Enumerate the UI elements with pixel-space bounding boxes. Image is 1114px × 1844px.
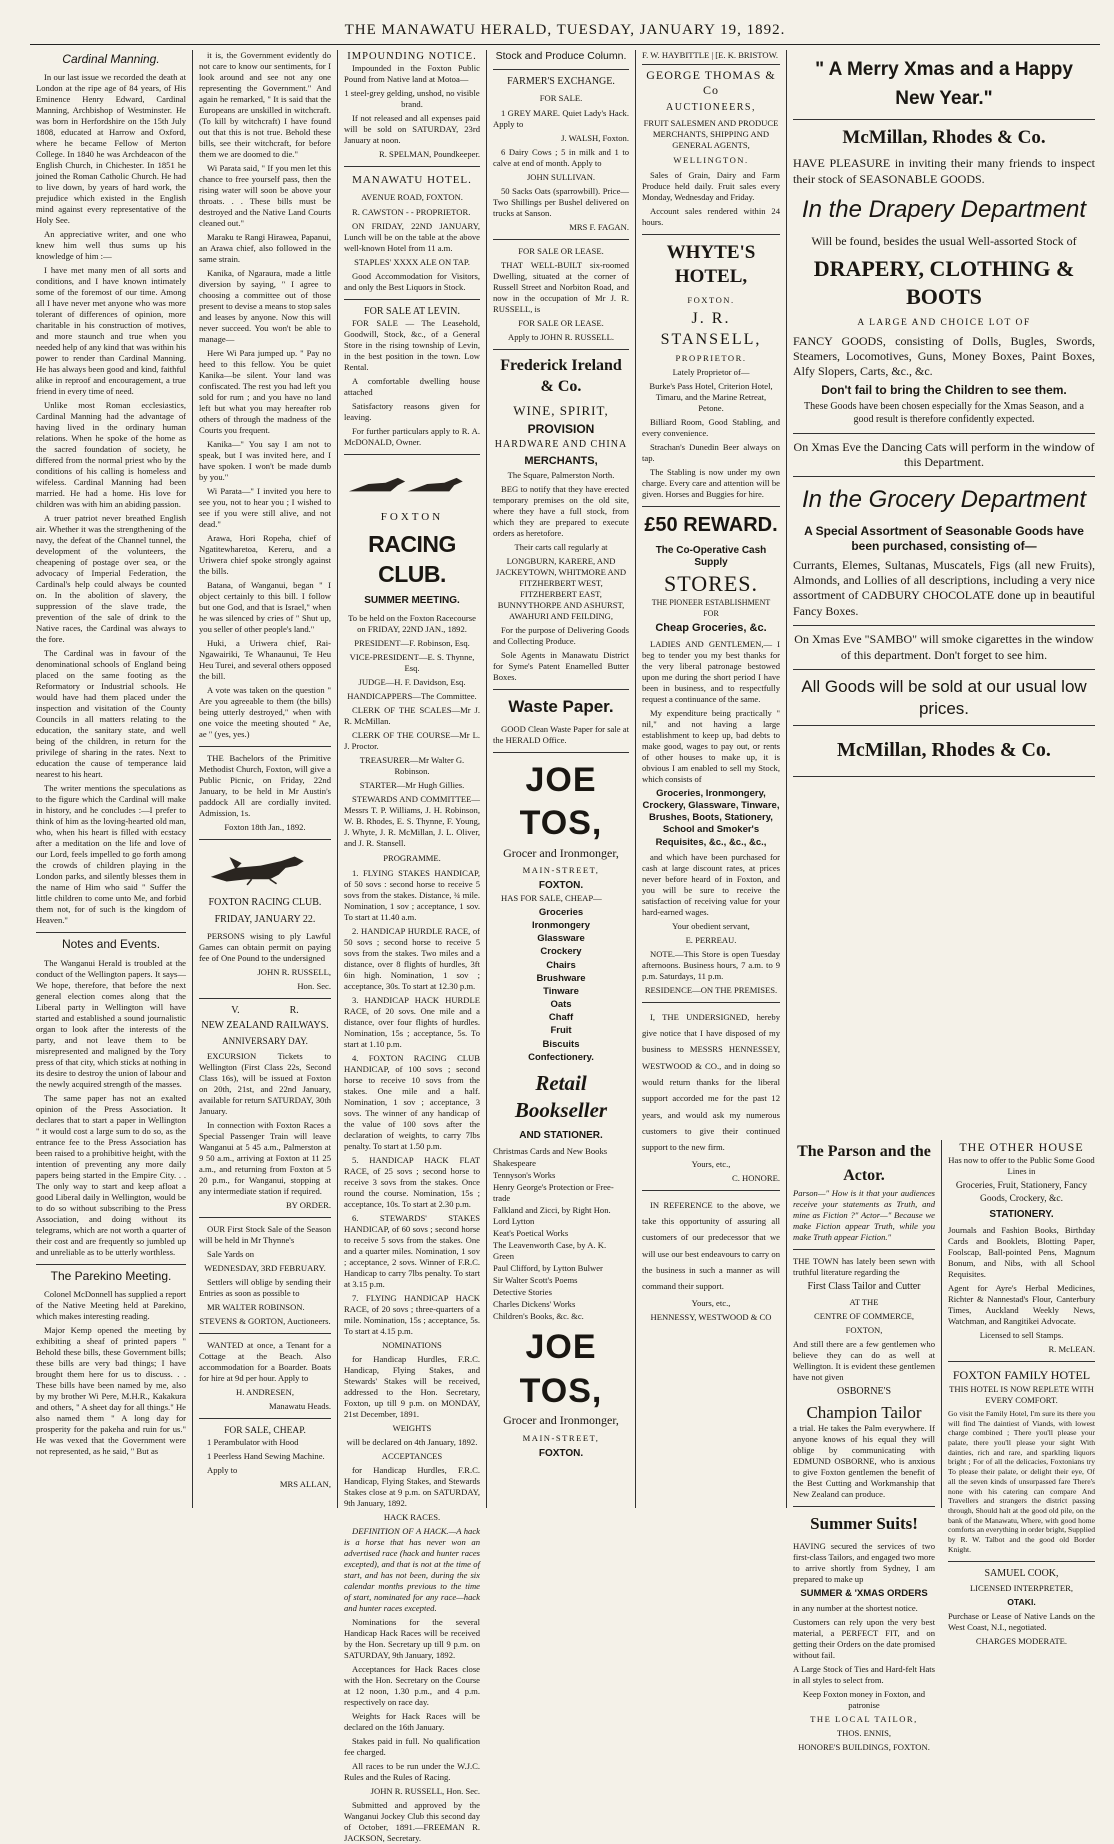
levin-paragraph: Satisfactory reasons given for leaving.: [344, 401, 480, 423]
sale-heading: FOR SALE, CHEAP.: [224, 1425, 306, 1436]
signature: MRS ALLAN,: [279, 1478, 331, 1489]
stock-sale-paragraph: Settlers will oblige by sending their Entries as soon as possible to: [199, 1276, 331, 1298]
stores-title: STORES.: [663, 571, 758, 597]
goods-list: [493, 907, 629, 1064]
article-paragraph: Maraku te Rangi Hirawea, Papanui, an Arawa chief, also followed in the same strain.: [199, 232, 331, 264]
mcmillan-rhodes-title: McMillan, Rhodes & Co.: [837, 739, 1051, 762]
hotel-paragraph: Billiard Room, Good Stabling, and every convenience.: [642, 417, 780, 439]
divider: [642, 234, 780, 235]
suits-paragraph: in any number at the shortest notice.: [793, 1603, 918, 1614]
racehorse-engraving-icon: [199, 852, 318, 886]
divider: [793, 776, 1095, 777]
picnic-date: Foxton 18th Jan., 1892.: [224, 822, 306, 832]
divider: [493, 689, 629, 690]
hack-races-heading: HACK RACES.: [383, 1512, 441, 1523]
business-notice: I, THE UNDERSIGNED, hereby give notice that I have disposed of my business to MESSRS HENNESSEY, WESTWOOD & CO., and in doing so would return thanks for the liberal support accorded me for the past 12 years, and would ask my numerous customers to give their continued support to the new firm.: [642, 1011, 780, 1153]
interpreter-paragraph: Purchase or Lease of Native Lands on the West Coast, N.I., negotiated.: [948, 1611, 1095, 1633]
merchant-paragraph: Sole Agents in Manawatu District for Syme's Patent Enamelled Butter Boxes.: [493, 650, 629, 683]
article-paragraph: Batana, of Wanganui, began " I object certainly to this bill. I follow but one God, and that is Israel," when he was silenced by cries of " Shut up, you seller of other people's land.": [199, 580, 331, 634]
book-item: Sir Walter Scott's Poems: [493, 1275, 578, 1286]
other-house-paragraph: Agent for Ayre's Herbal Medicines, Richter & Nannestad's Flour, Canterbury Times, Auckland Weekly News, Watchman, and Rangitikei Advocate.: [948, 1283, 1095, 1327]
divider: [199, 746, 331, 747]
sale-lease-paragraph: THAT WELL-BUILT six-roomed Dwelling, situated at the corner of Russell Street and Norbiton Road, and now in the occupation of Mr J. R. RUSSELL, is: [493, 260, 629, 315]
sale-lease-heading: FOR SALE OR LEASE.: [518, 246, 604, 257]
proprietor-label: PROPRIETOR.: [675, 353, 747, 364]
divider: [793, 725, 1095, 726]
joe-tos-town: FOXTON.: [538, 1447, 584, 1459]
tailor-paragraph: And still there are a few gentlemen who believe they can do as well at Wellington. It is evident these gentlemen have not given: [793, 1338, 935, 1382]
business-notice: IN REFERENCE to the above, we take this opportunity of assuring all customers of our predecessor that we will use our best endeavours to carry on the business in such a manner as will command their support.: [642, 1199, 780, 1292]
signature: E. PERREAU.: [685, 934, 737, 945]
hack-text: Stakes paid in full. No qualification fee charged.: [344, 1736, 480, 1758]
stores-paragraph: LADIES AND GENTLEMEN,— I beg to tender you my best thanks for the very liberal patronage bestowed upon me during the short period I have been in business, and to respectfully request a continuance of the same.: [642, 638, 780, 704]
signature-role: Hon. Sec.: [297, 980, 331, 991]
goods-item: Groceries: [538, 906, 584, 918]
book-item: Henry George's Protection or Free-trade: [493, 1182, 614, 1204]
divider: [642, 1002, 780, 1003]
signature: HENNESSY, WESTWOOD & CO: [650, 1311, 772, 1322]
parson-dialogue: Parson—" How is it that your audiences receive your statements as Truth, and mine as Fiction ?" Actor—" Because we make Fiction appear Truth, while you make Truth appear Fiction.": [793, 1188, 935, 1242]
stock-sale-paragraph: Sale Yards on: [207, 1248, 255, 1259]
hotel-town: FOXTON.: [687, 295, 735, 306]
tailor-heading: First Class Tailor and Cutter: [807, 1281, 921, 1292]
george-thomas-title: GEORGE THOMAS & Co: [646, 68, 776, 98]
article-paragraph: Major Kemp opened the meeting by exhibiting a sheaf of printed papers " Behold these bills, these Government bills; these bills are very bad things; I have brought them here for us to discuss. . . These bills have been named by me, also by my brother Wi Pere, M.H.R., Kakakura and others, " A sheet day for all things." He also named them " A long day for prosperity for the pakeha and ruin for us." He was vexed that the Government were not represented, as he said, " But as: [36, 1325, 186, 1457]
suits-paragraph: HAVING secured the services of two first-class Tailors, and engaged two more to arrive shortly from Sydney, I am prepared to make up: [793, 1541, 935, 1585]
book-item: The Leavenworth Case, by A. K. Green: [493, 1240, 607, 1262]
meeting-date: To be held on the Foxton Racecourse on FRIDAY, 22ND JAN., 1892.: [348, 613, 476, 635]
low-prices: All Goods will be sold at our usual low prices.: [801, 676, 1087, 718]
race-entry: 6. STEWARDS' STAKES HANDICAP, of 60 sovs ; second horse to receive 5 sovs from the stakes. One and a quarter miles. Nomination, 1 sov ; acceptance, 2 sovs. Winner of F.R.C. Handicap to carry 7lbs penalty. To start at 3.15 p.m.: [344, 1213, 480, 1290]
hotel-paragraph: Good Accommodation for Visitors, and only the Best Liquors in Stock.: [344, 270, 480, 292]
article-paragraph: A truer patriot never breathed English air. Whether it was the strengthening of the navy, the defeat of the Channel tunnel, the development of the volunteers, the cheapening of postage over sea, or the advocacy of Imperial Federation, the Cardinal's help could always be counted on. In the abolition of slavery, the suppression of the slave trade, the prevention of the sale of drink to the Native races, the Cardinal was always to the fore.: [36, 513, 186, 645]
interpreter-title: LICENSED INTERPRETER,: [969, 1583, 1074, 1594]
divider: [793, 119, 1095, 120]
impounding-paragraph: Impounded in the Foxton Public Pound from Native land at Motoa—: [344, 63, 480, 85]
charges-moderate: CHARGES MODERATE.: [975, 1636, 1068, 1647]
article-heading: Notes and Events.: [36, 932, 186, 952]
race-entry: 1. FLYING STAKES HANDICAP, of 50 sovs : second horse to receive 5 sovs from the stakes. Distance, ¾ mile. Nomination, 1 sov ; acceptance, 1 sov. To start at 11.40 a.m.: [344, 868, 480, 923]
book-item: Detective Stories: [493, 1287, 552, 1298]
stationer-subtitle: AND STATIONER.: [519, 1129, 603, 1141]
goods-item: Crockery: [540, 946, 582, 958]
sale-apply: Apply to: [207, 1464, 238, 1475]
hack-text: All races to be run under the W.J.C. Rules and the Rules of Racing.: [344, 1761, 480, 1783]
waste-paper-title: Waste Paper.: [508, 697, 614, 717]
grocery-heading: In the Grocery Department: [801, 486, 1087, 514]
grocery-paragraph: Currants, Elemes, Sultanas, Muscatels, Figs (all new Fruits), Almonds, and Lollies of all descriptions, including a very nice assortment of CADBURY CHOCOLATE done up in beautiful Fancy Boxes.: [793, 557, 1095, 618]
summer-meeting-heading: SUMMER MEETING.: [364, 595, 460, 607]
sale-item: 50 Sacks Oats (sparrowbill). Price—Two Shillings per Bushel delivered on trucks at Sanson.: [493, 186, 629, 219]
stores-paragraph: Your obedient servant,: [672, 920, 750, 931]
stores-goods: Groceries, Ironmongery, Crockery, Glassware, Tinware, Brushes, Boots, Stationery, School and Smoker's Requisites, &c., &c., &c.,: [642, 787, 780, 848]
official: CLERK OF THE COURSE—Mr L. J. Proctor.: [344, 730, 480, 752]
whytes-hotel-title: WHYTE'S HOTEL,: [666, 241, 756, 287]
divider: [493, 69, 629, 70]
divider: [199, 998, 331, 999]
local-tailor: THE LOCAL TAILOR,: [810, 1714, 918, 1725]
divider: [948, 1361, 1095, 1362]
interpreter-name: SAMUEL COOK,: [984, 1567, 1059, 1579]
joe-tos-town: FOXTON.: [538, 880, 584, 892]
levin-paragraph: FOR SALE — The Leasehold, Goodwill, Stock, &c., of a General Store in the rising township of Levin, in the best position in the town. Low Rental.: [344, 318, 480, 373]
goods-item: Oats: [550, 999, 572, 1011]
column-4: [487, 50, 635, 1508]
article-paragraph: An appreciative writer, and one who knew him well thus sums up his knowledge of him :—: [36, 229, 186, 262]
levin-paragraph: For further particulars apply to R. A. McDONALD, Owner.: [344, 426, 480, 448]
picnic-notice: THE Bachelors of the Primitive Methodist Church, Foxton, will give a Public Picnic, on Friday, 22nd January, to be held in Mr Austin's paddock All are cordially invited. Admission, 1s.: [199, 753, 331, 818]
stock-column-heading: Stock and Produce Column.: [495, 50, 627, 62]
auctioneers-label: AUCTIONEERS,: [666, 101, 756, 113]
article-paragraph: Here Wi Para jumped up. " Pay no heed to this fellow. You be quiet Kanika—be silent. Your land was confiscated. The rest you had left you sold for rum ; and you have no land left but what you may hereafter rob others of through the madness of the Courts you frequent.: [199, 348, 331, 435]
column-6: [787, 50, 1101, 1753]
joe-tos-street: MAIN-STREET,: [522, 865, 600, 876]
xmas-orders: SUMMER & 'XMAS ORDERS: [800, 1588, 928, 1600]
divider: [199, 1333, 331, 1334]
stock-sale-date: WEDNESDAY, 3RD FEBRUARY.: [204, 1262, 326, 1273]
divider: [493, 239, 629, 240]
official: STEWARDS AND COMMITTEE—Messrs T. P. Williams, J. H. Robinson, W. B. Rhodes, E. S. Thynne, F. Young, J. Whyte, J. R. McMillan, J. L. Oliver, and J. R. Stansell.: [344, 794, 480, 849]
tailor-centre: CENTRE OF COMMERCE,: [813, 1310, 915, 1321]
merchant-line: MERCHANTS,: [524, 454, 598, 467]
article-paragraph: Wi Parata said, " If you men let this chance to free yourself pass, then the rising water will soon be above your throats. . . These bills must be destroyed and the Native Land Courts cleaned out.": [199, 163, 331, 228]
book-item: Falkland and Zicci, by Right Hon. Lord Lytton: [493, 1205, 611, 1227]
divider: [199, 839, 331, 840]
nominations-heading: NOMINATIONS: [382, 1340, 442, 1351]
article-paragraph: I have met many men of all sorts and conditions, and I have known intimately some of the foremost of our time. Among all I have never met anyone who was more tolerant of differences of opinion, more charitable in his construction of motives, and more staunch and true when you needed help of any kind that was within his power to render than Cardinal Manning. He has always been good and kind, faithful alike in reproof and encouragement, a true friend in every time of need.: [36, 265, 186, 397]
summer-suits-heading: Summer Suits!: [810, 1514, 918, 1534]
tailor-paragraph: THE TOWN has lately been sewn with truthful literature regarding the: [793, 1256, 935, 1277]
book-item: Christmas Cards and New Books: [493, 1146, 608, 1157]
other-house-heading: THE OTHER HOUSE: [959, 1140, 1084, 1154]
joe-tos-subtitle: Grocer and Ironmonger,: [503, 1413, 619, 1428]
xmas-greeting: " A Merry Xmas and a Happy New Year.": [815, 59, 1073, 109]
signature: JOHN R. RUSSELL, Hon. Sec.: [370, 1786, 480, 1797]
article-heading: Cardinal Manning.: [62, 52, 160, 66]
divider: [493, 752, 629, 753]
railways-subheading: ANNIVERSARY DAY.: [222, 1036, 308, 1047]
divider: [642, 506, 780, 507]
programme-heading: PROGRAMME.: [383, 853, 441, 864]
business-notice-closing: Yours, etc.,: [691, 1297, 731, 1308]
hotel-paragraph: ON FRIDAY, 22ND JANUARY, Lunch will be on the table at the above well-known Hotel from 11 a.m.: [344, 220, 480, 253]
joe-tos-title: JOE TOS,: [519, 760, 603, 843]
stores-residence: RESIDENCE—ON THE PREMISES.: [644, 984, 778, 995]
farmers-exchange-heading: FARMER'S EXCHANGE.: [507, 76, 615, 88]
for-sale-heading: FOR SALE.: [539, 93, 583, 104]
proprietor-name: J. R. STANSELL,: [660, 310, 762, 348]
nominations-text: for Handicap Hurdles, F.R.C. Handicap, Flying Stakes, and Stewards' Stakes will be received, addressed to the Hon. Secretary, Foxton, up till 9 p.m. on MONDAY, 21st December, 1891.: [344, 1354, 480, 1420]
merchant-line: WINE, SPIRIT,: [513, 403, 609, 419]
article-paragraph: The Wanganui Herald is troubled at the conduct of the Wellington papers. It says—We hope, therefore, that before the next general election comes along that the Liberal party in Wellington will have started and established a sound journalistic organ to look after the interests of the party, and not leave them to be misrepresented and maligned by the Tory press of that city, which sticks at nothing in its desire to destroy the union of labour and the newly acquired strength of the masses.: [36, 957, 186, 1089]
railways-paragraph: EXCURSION Tickets to Wellington (First Class 22s, Second Class 16s), will be issued at Foxton on 20th, 21st, and 22nd January, available for return SATURDAY, 30th January.: [199, 1050, 331, 1116]
signature: C. HONORE.: [732, 1172, 780, 1183]
sub-column-left: [787, 1140, 941, 1756]
article-paragraph: The Cardinal was in favour of the denominational schools of England being placed on the same footing as the Reformatory or Industrial schools. He would have had them placed under the inspection and visitation of the County Councils in all matters relating to the education, the sanitary state, and well being of the children, in return for the privilege of sharing in the rates. Next to education the cause of temperance laid nearest to his heart.: [36, 648, 186, 780]
stores-for: FOR: [703, 608, 719, 618]
levin-heading: FOR SALE AT LEVIN.: [364, 305, 460, 317]
hotel-ale: STAPLES' XXXX ALE ON TAP.: [354, 256, 470, 267]
book-item: Children's Books, &c. &c.: [493, 1311, 584, 1322]
official: JUDGE—H. F. Davidson, Esq.: [358, 677, 466, 688]
merchant-paragraph: BEG to notify that they have erected temporary premises on the old site, where they have a full stock, from which they are prepared to execute orders as heretofore.: [493, 484, 629, 539]
retail-bookseller-title: Retail Bookseller: [514, 1070, 608, 1122]
hack-text: Acceptances for Hack Races close with the Hon. Secretary on the Course at 12 noon, 1.30 p.m., and 4 p.m. respectively on race day.: [344, 1664, 480, 1708]
sale-item: 1 Peerless Hand Sewing Machine.: [207, 1450, 325, 1461]
joe-tos-title: JOE TOS,: [519, 1328, 603, 1410]
tailor-town: FOXTON,: [845, 1324, 883, 1335]
suits-paragraph: Keep Foxton money in Foxton, and patronise: [802, 1689, 926, 1711]
article-paragraph: The same paper has not an exalted opinion of the Press Association. It declares that to start a paper in Wellington " it would cost a large sum to do so, as the entrance fee to the Press Association has been raised to a prohibitive height, with the intention of preventing any more daily papers being started in the Empire City. . . The only way to start and keep afloat a good Liberal daily in Wellington, would be to do so without subscribing to the Press Association, and doing without its telegrams, which are not worth a quarter of their cost and are frequently so jumbled up and unreliable as to be utterly worthless.: [36, 1092, 186, 1257]
divider: [199, 1418, 331, 1419]
acceptances-heading: ACCEPTANCES: [381, 1451, 443, 1462]
divider: [344, 454, 480, 455]
book-item: Paul Clifford, by Lytton Bulwer: [493, 1263, 603, 1274]
other-house-paragraph: Licensed to sell Stamps.: [979, 1330, 1064, 1341]
column-1: [30, 50, 192, 1508]
divider: [793, 433, 1095, 434]
other-house-lines: Groceries, Fruit, Stationery, Fancy Goods, Crockery, &c.: [955, 1181, 1088, 1204]
signature: JOHN R. RUSSELL,: [257, 966, 331, 977]
racing-club-title: RACING CLUB.: [368, 531, 456, 587]
divider: [642, 1190, 780, 1191]
article-paragraph: Kanika, of Ngaraura, made a little diversion by saying, " I agree to choosing a committee out of those present to devise a means to stop sales and leases by anyone. Now this will never succeed. You won't be able to manage—: [199, 268, 331, 344]
article-paragraph: The writer mentions the speculations as to the figure which the Cardinal will make in history, and he concludes :—I prefer to think of him as the loving-hearted old man, who, when his heart is filled with ecstacy after a meditation on the life and love of our Lord, feels impelled to go forth among the crowds of children playing in the London parks, and silently blesses them in the name of Him who said " Suffer the little children to come unto Me, and forbid them not, for of such is the kingdom of Heaven.": [36, 783, 186, 926]
official: TREASURER—Mr Walter G. Robinson.: [359, 755, 465, 777]
hotel-paragraph: The Stabling is now under my own charge. Every care and attention will be given. Horses and Buggies for hire.: [642, 467, 780, 500]
children-notice: Don't fail to bring the Children to see them.: [821, 382, 1067, 397]
club-date: FRIDAY, JANUARY 22.: [214, 913, 316, 925]
hotel-heading: MANAWATU HOTEL.: [352, 174, 472, 187]
article-paragraph: Arawa, Hori Ropeha, chief of Ngatitewharetoa, Kereru, and a Uriwera chief spoke strongly against the bills.: [199, 533, 331, 576]
sale-lease-apply: Apply to JOHN R. RUSSELL.: [508, 332, 614, 343]
stock-sale-paragraph: OUR First Stock Sale of the Season will be held in Mr Thynne's: [199, 1223, 331, 1245]
signature: STEVENS & GORTON, Auctioneers.: [199, 1315, 331, 1326]
goods-item: Tinware: [543, 985, 579, 997]
official: VICE-PRESIDENT—E. S. Thynne, Esq.: [349, 652, 475, 674]
column-5: [636, 50, 786, 1508]
hack-text: Weights for Hack Races will be declared on the 16th January.: [344, 1711, 480, 1733]
signature-place: Manawatu Heads.: [268, 1400, 331, 1411]
merchant-paragraph: Their carts call regularly at: [514, 542, 608, 553]
joe-tos-subtitle: Grocer and Ironmonger,: [503, 845, 619, 860]
firm-paragraph: Account sales rendered within 24 hours.: [642, 205, 780, 227]
divider: [948, 1561, 1095, 1562]
railways-heading: NEW ZEALAND RAILWAYS.: [201, 1020, 329, 1032]
reward-title: £50 REWARD.: [644, 514, 778, 537]
goods-item: Chaff: [548, 1012, 574, 1024]
champion-tailor: Champion Tailor: [806, 1402, 922, 1422]
goods-item: Confectionery.: [528, 1051, 594, 1063]
article-paragraph: Kanika—" You say I am not to speak, but I was invited here, and I have spoken. I won't be made dumb by you.": [199, 439, 331, 482]
family-hotel-verse: Go visit the Family Hotel, I'm sure its there you will find The daintiest of Viands, with lowest charge combined ; There you'll please your palate, there you'll please your sight With dainties, rich and rare, and sparkling liquors bright ; For of all the delicacies, Foxtonians try To please their palate, or delight their eye, Of all the seven kinds of unsurpassed fare There's none with his catering can compare And Travellers and strangers the district passing through, Should halt at the good old pile, on the bank of the Manawatu, Where, with good home comforts an everything in order bright, Supplied by R. W. Talbot and the good old Border Knight.: [948, 1408, 1095, 1554]
race-entry: 2. HANDICAP HURDLE RACE, of 50 sovs ; second horse to receive 5 sovs from the stakes. Two miles and a distance, over 8 flights of hurdles, 3ft 6in high. Nomination, 1 sov ; acceptance, 30s. To start at 12.30 p.m.: [344, 926, 480, 992]
sambo-notice: On Xmas Eve "SAMBO" will smoke cigarettes in the window of this department. Don't forget to see him.: [794, 632, 1094, 662]
drapery-clothing-boots: DRAPERY, CLOTHING & BOOTS: [813, 256, 1075, 310]
impounding-item: 1 steel-grey gelding, unshod, no visible brand.: [344, 88, 480, 110]
divider: [793, 625, 1095, 626]
article-paragraph: A vote was taken on the question " Are you agreeable to them (the bills) being utterly destroyed," when with one voice the meeting shouted " Ae, ae " (yes, yes.): [199, 685, 331, 739]
merchant-paragraph: For the purpose of Delivering Goods and Collecting Produce.: [493, 625, 629, 647]
suits-paragraph: A Large Stock of Ties and Hard-felt Hats in all styles to select from.: [793, 1664, 935, 1686]
divider: [199, 1217, 331, 1218]
tailor-address: HONORE'S BUILDINGS, FOXTON.: [798, 1742, 930, 1753]
firm-paragraph: Sales of Grain, Dairy and Farm Produce held daily. Fruit sales every Monday, Wednesday and Friday.: [642, 169, 780, 202]
firm-description: FRUIT SALESMEN AND PRODUCE MERCHANTS, SHIPPING AND GENERAL AGENTS,: [643, 117, 779, 150]
interpreter-town: OTAKI.: [1007, 1597, 1036, 1608]
cheap-groceries: Cheap Groceries, &c.: [655, 621, 767, 634]
wanted-notice: WANTED at once, a Tenant for a Cottage at the Beach. Also accommodation for a Boarder. Boats for hire at 9d per hour. Apply to: [199, 1339, 331, 1383]
parson-heading: The Parson and the Actor.: [797, 1143, 931, 1184]
stationery-heading: STATIONERY.: [989, 1208, 1054, 1220]
article-paragraph: Wi Parata—" I invited you here to see you, not to hear you ; I wished to see if you were still alive, and not dead.": [199, 486, 331, 529]
signature: R. SPELMAN, Poundkeeper.: [379, 149, 480, 160]
official: STARTER—Mr Hugh Gillies.: [359, 780, 465, 791]
official: CLERK OF THE SCALES—Mr J. R. McMillan.: [344, 705, 480, 727]
stores-subtitle: THE PIONEER ESTABLISHMENT: [651, 598, 771, 608]
suits-paragraph: Customers can rely upon the very best material, a PERFECT FIT, and on getting their Orders on the date promised without fail.: [793, 1617, 935, 1661]
merchant-line: HARDWARE AND CHINA: [494, 439, 628, 451]
intro-paragraph: HAVE PLEASURE in inviting their many friends to inspect their stock of SEASONABLE GOODS.: [793, 156, 1095, 186]
mcmillan-rhodes-title: McMillan, Rhodes & Co.: [842, 127, 1046, 148]
signature: H. ANDRESEN,: [235, 1386, 294, 1397]
joe-tos-street: MAIN-STREET,: [522, 1432, 600, 1443]
hack-text: Nominations for the several Handicap Hack Races will be received by the Hon. Secretary up till 9 p.m. on SATURDAY, 9th January, 1892.: [344, 1617, 480, 1661]
hack-text: Submitted and approved by the Wanganui Jockey Club this second day of October, 1891.—FREEMAN R. JACKSON, Secretary.: [344, 1800, 480, 1844]
weights-text: will be declared on 4th January, 1892.: [346, 1437, 478, 1448]
impounding-heading: IMPOUNDING NOTICE.: [347, 51, 477, 62]
signature: MRS F. FAGAN.: [569, 222, 629, 233]
race-entry: 4. FOXTON RACING CLUB HANDICAP, of 100 sovs ; second horse to receive 10 sovs from the stakes. One mile and a half. Nomination, 1 sov ; acceptance, 3 sovs. The winner of any handicap of the value of 100 sovs after the declaration of weights, to carry 7lbs penalty. To start at 1.50 p.m.: [344, 1053, 480, 1152]
signature: R. McLEAN.: [1048, 1344, 1095, 1355]
merchant-address: The Square, Palmerston North.: [507, 470, 615, 481]
column-2: [193, 50, 337, 1508]
divider: [793, 669, 1095, 670]
signature: BY ORDER.: [285, 1199, 331, 1210]
railways-paragraph: In connection with Foxton Races a Special Passenger Train will leave Wanganui at 5 45 a.m., Palmerston at 9 50 a.m., arriving at Foxton at 11 25 a.m., and returning from Foxton at 5 20 p.m., for Wanganui, stopping at any intermediate station if required.: [199, 1119, 331, 1196]
column-3: [338, 50, 486, 1844]
hotel-paragraph: Lately Proprietor of—: [672, 367, 750, 378]
sub-column-right: [942, 1140, 1101, 1650]
article-paragraph: it is, the Government evidently do not care to know our sentiments, for I look around and see not any one representing the Government." And again he remarked, " It is said that the Europeans are unskilled in witchcraft. (To kill by witchcraft) I have found out that this is not true. Behold these bills, see their witchcraft, for before them we are doomed to die.": [199, 50, 331, 159]
article-paragraph: In our last issue we recorded the death at London at the ripe age of 84 years, of His Eminence Henry Edward, Cardinal Manning, Archbishop of Westminster. He was born in Herfordshire on the 15th July 1808, educated at Harrow and Oxford, where he became Fellow of Merton College. In 1840 he was Archdeacon of the English Church, in Chichester. In 1851 he joined the Roman Catholic Church. He had to live down, by years of hard work, the prejudice which existed in the English mind against every representative of the Holy See.: [36, 72, 186, 226]
levin-paragraph: A comfortable dwelling house attached: [344, 376, 480, 398]
weights-heading: WEIGHTS: [392, 1423, 432, 1434]
family-hotel-heading: FOXTON FAMILY HOTEL: [952, 1368, 1091, 1383]
race-entry: 7. FLYING HANDICAP HACK RACE, of 20 sovs ; three-quarters of a mile. Nomination, 15s ; acceptance, 5s. To start at 4.15 p.m.: [344, 1293, 480, 1337]
other-house-paragraph: Has now to offer to the Public Some Good Lines in: [948, 1155, 1095, 1177]
article-paragraph: Unlike most Roman ecclesiastics, Cardinal Manning had the advantage of having lived in the ordinary human relations. When he spoke of the home as the sacred foundation of society, he differed from the normal priest who by the conditions of his calling is homeless and wifeless. Cardinal Manning had been married. He had a home. His love for children was with him an abiding passion.: [36, 400, 186, 510]
sale-item: 1 GREY MARE. Quiet Lady's Hack. Apply to: [493, 108, 629, 130]
tailor-paragraph: a trial. He takes the Palm everywhere. If anyone knows of his equal they will oblige by communicating with EDMUND OSBORNE, who is anxious to give Foxton gentlemen the benefit of the Best Cutting and Workmanship that New Zealand can produce.: [793, 1423, 935, 1500]
signature: J. WALSH, Foxton.: [561, 133, 629, 144]
divider: [344, 299, 480, 300]
book-item: Shakespeare: [493, 1158, 536, 1169]
stock-sale-contact: MR WALTER ROBINSON.: [207, 1301, 305, 1312]
business-notice-closing: Yours, etc.,: [691, 1158, 731, 1169]
masthead: THE MANAWATU HERALD, TUESDAY, JANUARY 19, 1892.: [30, 22, 1100, 45]
official: PRESIDENT—F. Robinson, Esq.: [354, 638, 470, 649]
hotel-proprietor: R. CAWSTON - - PROPRIETOR.: [352, 206, 471, 217]
acceptances-text: for Handicap Hurdles, F.R.C. Handicap, Flying Stakes, and Stewards Stakes close at 9 p.m. on SATURDAY, 9th January, 1892.: [344, 1465, 480, 1509]
race-finish-engraving-icon: [344, 467, 466, 501]
drapery-heading: In the Drapery Department: [801, 196, 1087, 224]
hotel-address: AVENUE ROAD, FOXTON.: [361, 191, 463, 202]
other-house-paragraph: Journals and Fashion Books, Birthday Cards and Booklets, Blotting Paper, Foolscap, Ball-pointed Pens, Magnum Bonum, and Nibs, with all School Requisites.: [948, 1225, 1095, 1280]
book-item: Tennyson's Works: [493, 1170, 556, 1181]
goods-item: Chairs: [546, 959, 576, 971]
sale-lease-repeat: FOR SALE OR LEASE.: [518, 318, 604, 329]
sale-item: 6 Dairy Cows ; 5 in milk and 1 to calve at end of month. Apply to: [493, 147, 629, 169]
article-paragraph: Huki, a Uriwera chief, Rai-Ngawairiki, Te Whanaunui, Te Heu Heu Turei, and several others opposed the bill.: [199, 638, 331, 681]
stores-paragraph: and which have been purchased for cash at large discount rates, at prices never before heard of in Foxton, and you will be sure to receive the satisfaction of receiving value for your hard-earned wages.: [642, 851, 780, 917]
games-notice: PERSONS wising to ply Lawful Games can obtain permit on paying fee of One Pound to the undersigned: [199, 930, 331, 963]
article-heading: The Parekino Meeting.: [36, 1264, 186, 1284]
divider: [793, 476, 1095, 477]
signature: JOHN SULLIVAN.: [526, 172, 596, 183]
race-entry: 3. HANDICAP HACK HURDLE RACE, of 20 sovs. One mile and a distance, over four flights of hurdles. Nomination, 15s ; acceptance, 5s. To start at 1.10 p.m.: [344, 995, 480, 1050]
merchant-line: PROVISION: [527, 421, 595, 436]
tailor-at: AT THE: [849, 1296, 879, 1307]
race-entry: 5. HANDICAP HACK FLAT RACE, of 25 sovs ; second horse to receive 3 sovs from the stakes. Once round the course. Nomination, 15s ; acceptance, 10s. To start at 2.30 p.m.: [344, 1155, 480, 1210]
impounding-paragraph: If not released and all expenses paid will be sold on SATURDAY, 23rd January at noon.: [344, 113, 480, 146]
drapery-paragraph: Will be found, besides the usual Well-assorted Stock of: [811, 233, 1077, 248]
stores-note: NOTE.—This Store is open Tuesday afternoons. Business hours, 7 a.m. to 9 p.m. Saturdays, 11 p.m.: [642, 948, 780, 981]
official: HANDICAPPERS—The Committee.: [347, 691, 477, 702]
family-hotel-tagline: THIS HOTEL IS NOW REPLETE WITH EVERY COMFORT.: [949, 1383, 1094, 1405]
goods-item: Glassware: [537, 933, 585, 945]
hotel-paragraph: Strachan's Dunedin Beer always on tap.: [642, 442, 780, 464]
joe-tos-sale: HAS FOR SALE, CHEAP—: [501, 892, 602, 903]
grocery-intro: A Special Assortment of Seasonable Goods have been purchased, consisting of—: [804, 524, 1084, 554]
goods-item: Biscuits: [542, 1038, 580, 1050]
fancy-goods: FANCY GOODS, consisting of Dolls, Bugles, Swords, Steamers, Locomotives, Guns, Money Boxes, Paint Boxes, Alfy Slopers, Carts, &c., &c.: [793, 333, 1095, 379]
article-paragraph: Colonel McDonnell has supplied a report of the Native Meeting held at Parekino, which makes interesting reading.: [36, 1289, 187, 1322]
hotel-paragraph: Burke's Pass Hotel, Criterion Hotel, Timaru, and the Marine Retreat, Petone.: [649, 381, 773, 414]
frederick-ireland-title: Frederick Ireland & Co.: [500, 357, 622, 395]
firm-city: WELLINGTON.: [673, 154, 749, 165]
divider: [642, 64, 780, 65]
divider: [493, 349, 629, 350]
osborne-label: OSBORNE'S: [836, 1385, 892, 1397]
tailor-name: THOS. ENNIS,: [836, 1728, 892, 1739]
hack-definition: DEFINITION OF A HACK.—A hack is a horse that has never won an advertised race (hack and hunter races excepted), and that is not at the time of start, and has not been, during the six calendar months previous to the time of start, nominated for any race—hack and hunter races excepted.: [344, 1526, 480, 1614]
foxton-label: FOXTON: [380, 511, 444, 524]
royal-cipher: V. R.: [231, 1004, 299, 1016]
waste-paper-text: GOOD Clean Waste Paper for sale at the HERALD Office.: [493, 723, 629, 745]
divider: [793, 1249, 935, 1250]
co-op-heading: The Co-Operative Cash Supply: [655, 544, 767, 569]
goods-item: Brushware: [536, 972, 586, 984]
goods-item: Fruit: [550, 1025, 572, 1037]
dancing-cats: On Xmas Eve the Dancing Cats will perform in the window of this Department.: [793, 439, 1095, 469]
book-item: Keat's Poetical Works: [493, 1228, 569, 1239]
choice-lot: A LARGE AND CHOICE LOT OF: [857, 318, 1031, 329]
book-item: Charles Dickens' Works: [493, 1299, 576, 1310]
merchant-routes: LONGBURN, KARERE, AND JACKEYTOWN, WHITMORE AND FITZHERBERT WEST, FITZHERBERT EAST, BUNNYTHORPE AND ASHURST, AWAHURI AND FEILDING,: [495, 556, 627, 622]
club-heading: FOXTON RACING CLUB.: [208, 897, 322, 908]
book-list: [493, 1146, 629, 1322]
season-paragraph: These Goods have been chosen especially for the Xmas Season, and a good result is therefore confidently expected.: [804, 401, 1084, 425]
partners-line: F. W. HAYBITTLE | [E. K. BRISTOW.: [642, 50, 779, 60]
stores-paragraph: My expenditure being practically " nil," and not having a large establishment to keep up, bad debts to make good, wages to pay out, or rents of other houses to make up, it is obvious I am enabled to sell my Stock, which consists of: [642, 707, 780, 784]
divider: [344, 166, 480, 167]
goods-item: Ironmongery: [531, 920, 591, 932]
divider: [793, 1506, 935, 1507]
sale-item: 1 Perambulator with Hood: [207, 1436, 299, 1447]
